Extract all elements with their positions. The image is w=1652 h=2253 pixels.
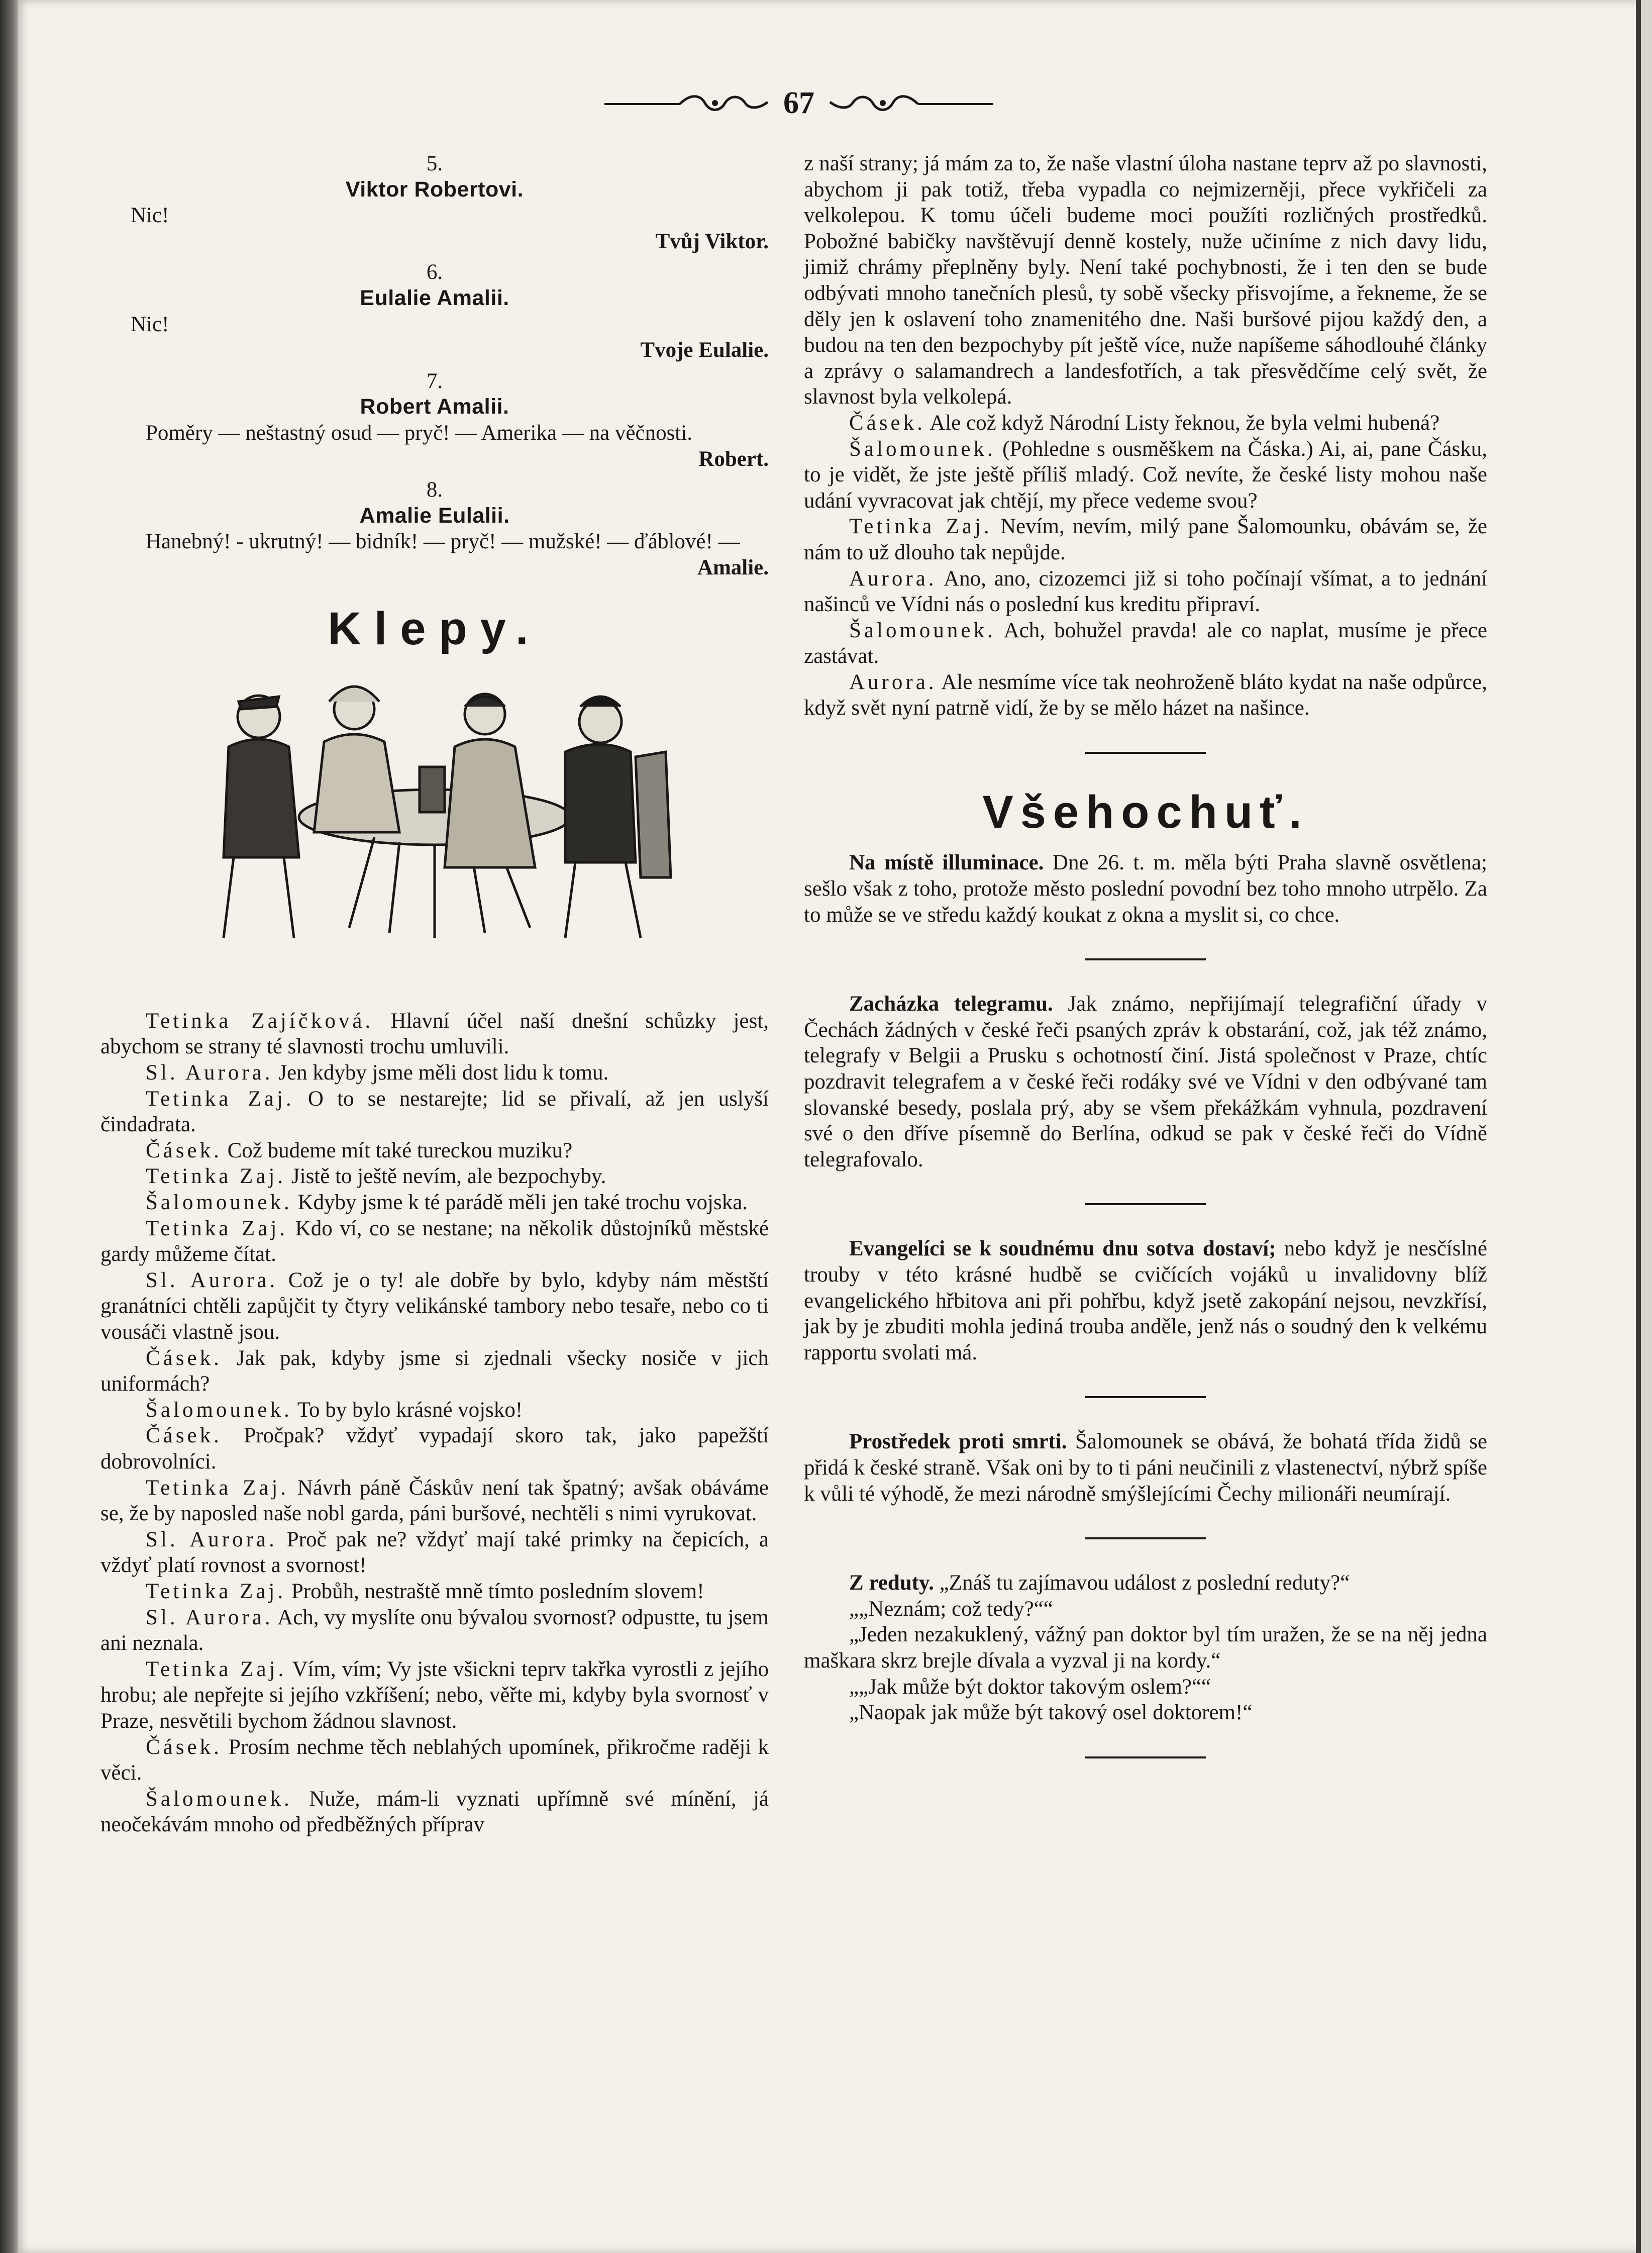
- klepy-dialogue-left: [100, 1008, 769, 1838]
- section-divider: [1085, 958, 1206, 961]
- news-item: [804, 1429, 1487, 1507]
- news-lead: Z reduty.: [849, 1571, 934, 1595]
- news-lead: Zacházka telegramu.: [849, 992, 1053, 1016]
- section-divider: [1085, 1396, 1206, 1399]
- dialogue-quote: „Jeden nezakuklený, vážný pan doktor byl tím uražen, že se na něj jedna maškara skrz brejle dívala a vyzval ji na kordy.“: [804, 1623, 1487, 1673]
- news-text: nebo když je nesčíslné trouby v této krásné hudbě se cvičících vojáků u invalidovny blíž evangelického hřbitova ani při pohřbu, když jsetě zakopání nejsou, nevzkřísí, jak by je zbuditi mohla jediná trouba anděle, jenž nás o soudný den k velkému rapportu svolati má.: [804, 1237, 1488, 1364]
- dialogue-line: Šalomounek. Kdyby jsme k té parádě měli jen také trochu vojska.: [146, 1191, 748, 1215]
- poem-signature: Amalie.: [697, 555, 769, 579]
- dialogue-line: Sl. Aurora. Ach, vy myslíte onu bývalou svornost? odpustte, tu jsem ani neznala.: [100, 1605, 769, 1655]
- poem-number: 5.: [426, 152, 443, 175]
- poem-6: [100, 259, 769, 363]
- dialogue-line: Sl. Aurora. Proč pak ne? vždyť mají také primky na čepicích, a vždyť platí rovnost a svornost!: [100, 1527, 769, 1578]
- news-item: [804, 1570, 1487, 1726]
- poem-5: [100, 151, 769, 254]
- news-item: [804, 850, 1487, 928]
- poem-title: Amalie Eulalii.: [359, 503, 510, 528]
- dialogue-continuation: z naší strany; já mám za to, že naše vlastní úloha nastane teprv až po slavnosti, abychom ji pak totiž, třeba vypadla co nejmizerněji, přece vykřičeli za velkolepou. K tomu účeli budeme moci použíti rozličných prostředků. Pobožné babičky navštěvují denně kostely, nuže učiníme z nich davy lidu, jimiž chrámy přeplněny byly. Není také pochybnosti, že i ten den se bude odbývati mnoho tanečních plesů, ty sobě všecky přisvojíme, a řekneme, že se děly jen k oslavení toho znamenitého dne. Naši buršové pijou každý den, a budou na ten den bezpochyby pít ještě více, nuže napíšeme sáhodlouhé články a zprávy o salamandrech a landesfotřích, a tak přesvědčíme celý svět, že slavnost byla velkolepá.: [804, 152, 1487, 409]
- dialogue-line: Aurora. Ano, ano, cizozemci již si toho počínají všímat, a to jednání našinců ve Vídni nás o poslední kus kreditu připraví.: [804, 566, 1487, 617]
- section-divider: [1085, 1537, 1206, 1540]
- dialogue-line: Aurora. Ale nesmíme více tak neohroženě bláto kydat na naše odpůrce, když svět nyní patrně vidí, že by se mělo házet na našince.: [804, 670, 1487, 720]
- section-divider: [1085, 1203, 1206, 1206]
- scan-border: [1636, 0, 1641, 2253]
- left-column: [100, 151, 769, 1838]
- dialogue-line: Tetinka Zaj. Jistě to ještě nevím, ale bezpochyby.: [146, 1164, 606, 1189]
- section-divider: [1085, 751, 1206, 754]
- dialogue-line: Tetinka Zaj. Návrh páně Čáskův není tak špatný; avšak obáváme se, že by naposled naše nobl garda, páni buršové, nechtěli s nimi vyrukovat.: [100, 1476, 769, 1526]
- news-text: Šalomounek se obává, že bohatá třída židů se přidá k české straně. Však oni by to ti páni neučinili z vlastenectví, nýbrž spíše k vůli té výhodě, že mezi národně smýšlejícími Čechy milionáři neumírají.: [804, 1430, 1488, 1506]
- news-text: Jak známo, nepřijímají telegrafiční úřady v Čechách žádných v české řeči psaných zpráv k obstarání, což, jak též známo, telegrafy v Belgii a Prusku s ochotností činí. Jistá společnost v Praze, chtíc pozdravit telegrafem a v české řeči rodáky své ve Vídni v den odbývané tam slovanské besedy, poslala prý, aby se všem překážkám vyhnula, pozdravení své o den dříve písemně do Berlína, odkud se pak v české řeči do Vídně telegrafovalo.: [804, 992, 1488, 1171]
- ornament-right-icon: [828, 93, 993, 113]
- poem-signature: Tvůj Viktor.: [655, 229, 769, 253]
- poem-8: [100, 477, 769, 580]
- dialogue-line: Šalomounek. To by bylo krásné vojsko!: [146, 1398, 523, 1422]
- poem-body: Nic!: [131, 312, 169, 336]
- right-column: [804, 151, 1487, 1789]
- page-header: [573, 80, 1025, 126]
- dialogue-line: Tetinka Zaj. Nevím, nevím, milý pane Šalomounku, obávám se, že nám to už dlouho tak nepůjde.: [804, 515, 1487, 564]
- poem-body: Nic!: [131, 204, 169, 228]
- poem-body: Hanebný! - ukrutný! — bidník! — pryč! — mužské! — ďáblové! —: [146, 530, 740, 554]
- poem-body: Poměry — neštastný osud — pryč! — Amerika — na věčnosti.: [146, 421, 692, 445]
- poem-7: [100, 368, 769, 472]
- dialogue-line: Šalomounek. (Pohledne s ousměškem na Čáska.) Ai, ai, pane Čásku, to je vidět, že jste ještě příliš mladý. Což nevíte, že české listy mohou naše udání vyvracovat jak chtějí, my přece vedeme svou?: [804, 437, 1487, 513]
- dialogue-quote: „„Neznám; což tedy?““: [849, 1597, 1053, 1621]
- poem-title: Robert Amalii.: [360, 395, 509, 419]
- news-item: [804, 991, 1487, 1172]
- dialogue-line: Šalomounek. Nuže, mám-li vyznati upřímně své mínění, já neočekávám mnoho od předběžných příprav: [100, 1787, 769, 1837]
- poem-signature: Tvoje Eulalie.: [640, 338, 769, 362]
- dialogue-line: Tetinka Zaj. Probůh, nestraště mně tímto posledním slovem!: [146, 1579, 704, 1603]
- dialogue-line: Tetinka Zaj. Kdo ví, co se nestane; na několik důstojníků městské gardy můžeme čítat.: [100, 1216, 769, 1266]
- dialogue-line: Tetinka Zaj. Vím, vím; Vy jste všickni teprv takřka vyrostli z jejího hrobu; ale nepřejte si jejího vzkříšení; nebo, věřte mi, kdyby byla svornosť v Praze, nesvětili bychom žádnou slavnost.: [100, 1657, 769, 1733]
- poem-title: Eulalie Amalii.: [360, 285, 509, 310]
- section-divider: [1085, 1756, 1206, 1759]
- news-text: „Znáš tu zajímavou událost z poslední reduty?“: [939, 1571, 1350, 1595]
- dialogue-line: Čásek. Pročpak? vždyť vypadají skoro tak, jako papežští dobrovolníci.: [100, 1424, 769, 1474]
- news-text: Dne 26. t. m. měla býti Praha slavně osvětlena; sešlo však z toho, protože město poslední povodní bez toho mnoho utrpělo. Za to může se ve středu každý koukat z okna a myslit si, co chce.: [804, 851, 1487, 927]
- news-lead: Na místě illuminace.: [849, 851, 1044, 875]
- poem-signature: Robert.: [698, 447, 769, 471]
- poem-number: 8.: [426, 478, 443, 502]
- dialogue-line: Sl. Aurora. Jen kdyby jsme měli dost lidu k tomu.: [146, 1061, 609, 1085]
- poem-number: 6.: [426, 260, 443, 284]
- news-lead: Prostředek proti smrti.: [849, 1430, 1067, 1454]
- news-lead: Evangelíci se k soudnému dnu sotva dostaví;: [849, 1237, 1276, 1261]
- section-title-vsehochut: Všehochuť.: [982, 787, 1309, 838]
- dialogue-line: Čásek. Prosím nechme těch neblahých upomínek, přikročme raději k věci.: [100, 1735, 769, 1785]
- dialogue-line: Tetinka Zajíčková. Hlavní účel naší dnešní schůzky jest, abychom se strany té slavnosti trochu umluvili.: [100, 1009, 769, 1059]
- page-number: 67: [783, 85, 814, 120]
- dialogue-line: Sl. Aurora. Což je o ty! ale dobře by bylo, kdyby nám městští granátníci chtěli zapůjčit ty čtyry velikánské tambory nebo tesaře, nebo co ti vousáči vlastně jsou.: [100, 1268, 769, 1344]
- poem-number: 7.: [426, 369, 443, 393]
- dialogue-quote: „„Jak může být doktor takovým oslem?““: [849, 1675, 1211, 1699]
- news-item: [804, 1236, 1487, 1365]
- gossips-illustration: [183, 666, 686, 948]
- dialogue-quote: „Naopak jak může být takový osel doktorem!“: [849, 1701, 1253, 1725]
- dialogue-line: Čásek. Což budeme mít také tureckou muziku?: [146, 1138, 573, 1162]
- poem-title: Viktor Robertovi.: [345, 177, 524, 202]
- dialogue-line: Tetinka Zaj. O to se nestarejte; lid se přivalí, až jen uslyší čindadrata.: [100, 1087, 769, 1137]
- section-title-klepy: Klepy.: [328, 603, 542, 654]
- dialogue-line: Čásek. Ale což když Národní Listy řeknou, že byla velmi hubená?: [849, 411, 1440, 435]
- dialogue-line: Čásek. Jak pak, kdyby jsme si zjednali všecky nosiče v jich uniformách?: [100, 1346, 769, 1396]
- binding-shadow: [0, 0, 20, 2253]
- dialogue-line: Šalomounek. Ach, bohužel pravda! ale co naplat, musíme je přece zastávat.: [804, 618, 1487, 668]
- ornament-left-icon: [604, 93, 770, 113]
